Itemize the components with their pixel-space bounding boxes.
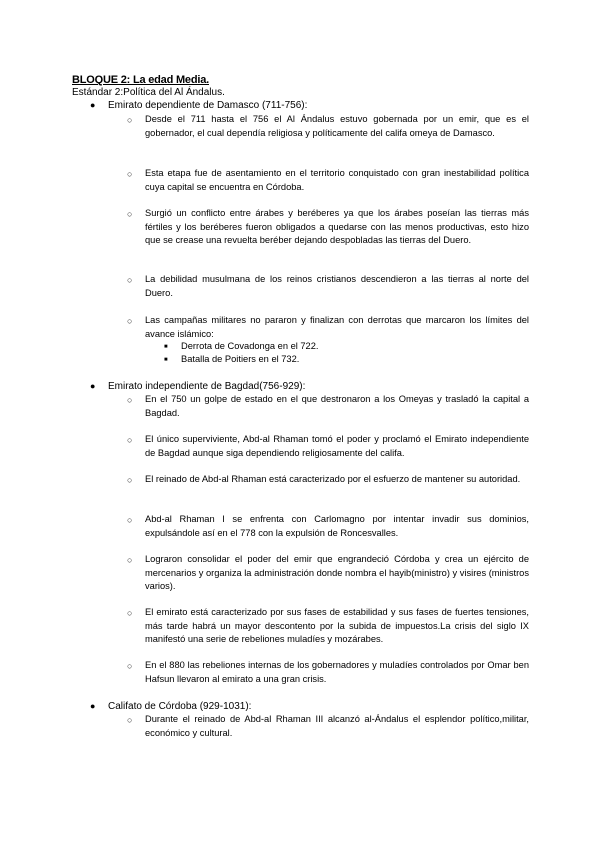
list-item: Esta etapa fue de asentamiento en el territorio conquistado con gran inestabilidad política cuya capital se encuentra en Córdoba. (145, 168, 529, 192)
list-item: Durante el reinado de Abd-al Rhaman III alcanzó al-Ándalus el esplendor político,militar, económico y cultural. (145, 714, 529, 738)
bullet-level2: ○ (127, 316, 133, 326)
list-item: El emirato está caracterizado por sus fases de estabilidad y sus fases de fuertes tensiones, más tarde habrá un mayor descontento por la subida de impuestos.La crisis del siglo IX manifestó una serie de rebeliones muladíes y mozárabes. (145, 607, 529, 644)
document-subtitle: Estándar 2:Política del Al Ándalus. (72, 87, 225, 98)
list-item: Las campañas militares no pararon y finalizan con derrotas que marcaron los límites del avance islámico: (145, 315, 529, 339)
sub-list-item: Derrota de Covadonga en el 722. (181, 341, 319, 351)
bullet-level2: ○ (127, 715, 133, 725)
list-item: En el 880 las rebeliones internas de los gobernadores y muladíes controlados por Omar ben Hafsun llevaron al emirato a una gran crisis. (145, 660, 529, 684)
bullet-level3: ■ (164, 344, 168, 350)
list-item: El único superviviente, Abd-al Rhaman tomó el poder y proclamó el Emirato independiente de Bagdad aunque siga dependiendo religiosamente del califa. (145, 434, 529, 458)
sub-list-item: Batalla de Poitiers en el 732. (181, 354, 300, 364)
bullet-level2: ○ (127, 209, 133, 219)
section-heading: Emirato dependiente de Damasco (711-756): (108, 100, 308, 111)
section-heading: Califato de Córdoba (929-1031): (108, 701, 252, 712)
bullet-level3: ■ (164, 357, 168, 363)
bullet-level2: ○ (127, 395, 133, 405)
bullet-level2: ○ (127, 169, 133, 179)
bullet-level2: ○ (127, 275, 133, 285)
bullet-level2: ○ (127, 475, 133, 485)
bullet-level2: ○ (127, 115, 133, 125)
bullet-level1: ● (90, 100, 96, 110)
bullet-level2: ○ (127, 555, 133, 565)
bullet-level1: ● (90, 381, 96, 391)
list-item: Lograron consolidar el poder del emir que engrandeció Córdoba y crea un ejército de mercenarios y organiza la administración donde nombra el hayib(ministro) y visires (ministros varios). (145, 554, 529, 591)
document-title: BLOQUE 2: La edad Media. (72, 74, 210, 86)
bullet-level1: ● (90, 701, 96, 711)
list-item: Abd-al Rhaman I se enfrenta con Carlomagno por intentar invadir sus dominios, expulsándole así en el 778 con la expulsión de Roncesvalles. (145, 514, 529, 538)
bullet-level2: ○ (127, 661, 133, 671)
list-item: Surgió un conflicto entre árabes y beréberes ya que los árabes poseían las tierras más fértiles y los beréberes fueron obligados a quedarse con las menos productivas, esto hizo que se crease una revuelta beréber dejando despobladas las tierras del Duero. (145, 208, 529, 245)
bullet-level2: ○ (127, 435, 133, 445)
bullet-level2: ○ (127, 515, 133, 525)
bullet-level2: ○ (127, 608, 133, 618)
section-heading: Emirato independiente de Bagdad(756-929): (108, 381, 306, 392)
list-item: El reinado de Abd-al Rhaman está caracterizado por el esfuerzo de mantener su autoridad. (145, 474, 521, 484)
list-item: Desde el 711 hasta el 756 el Al Ándalus estuvo gobernada por un emir, que es el gobernador, el cual dependía religiosa y políticamente del califa omeya de Damasco. (145, 114, 529, 138)
list-item: La debilidad musulmana de los reinos cristianos descendieron a las tierras al norte del Duero. (145, 274, 529, 298)
list-item: En el 750 un golpe de estado en el que destronaron a los Omeyas y trasladó la capital a Bagdad. (145, 394, 529, 418)
